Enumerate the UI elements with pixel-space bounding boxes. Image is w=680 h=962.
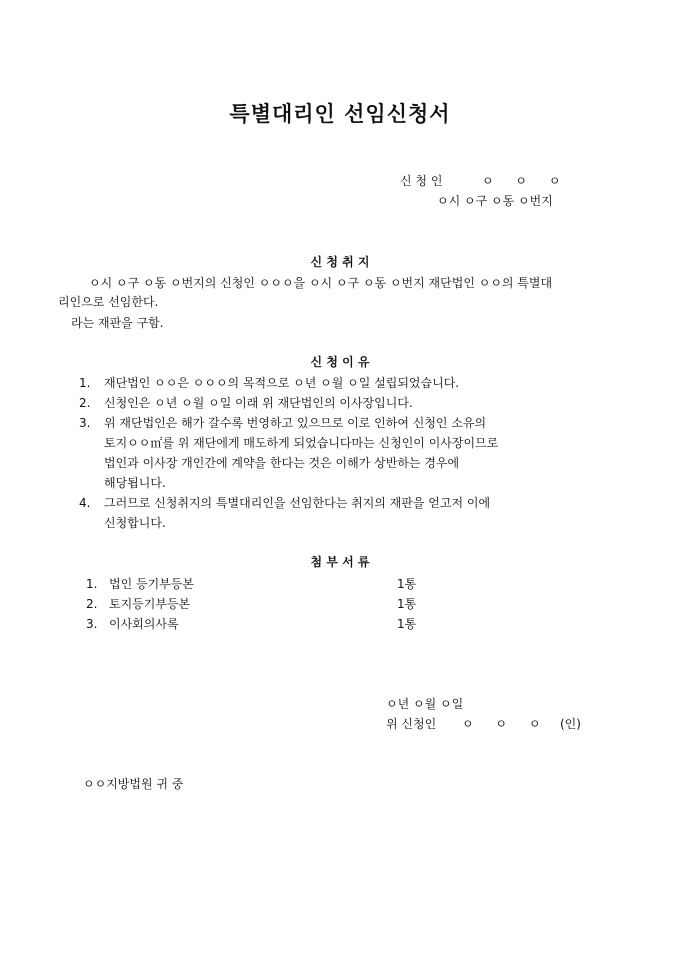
purpose-heading: 신 청 취 지	[310, 255, 370, 269]
reason-line: 위 재단법인은 해가 갈수록 번영하고 있으므로 이로 인하여 신청인 소유의	[104, 416, 487, 430]
reason-line: 법인과 이사장 개인간에 계약을 한다는 것은 이해가 상반하는 경우에	[104, 456, 460, 470]
signature-label: 위 신청인	[386, 717, 437, 731]
attachment-name: 법인 등기부등본	[109, 577, 194, 591]
reason-line: 그러므로 신청취지의 특별대리인을 선임한다는 취지의 재판을 얻고저 이에	[104, 496, 491, 510]
reason-line: 해당됩니다.	[104, 476, 166, 490]
attachment-number: 2.	[86, 597, 98, 611]
signature-date: ㅇ년 ㅇ월 ㅇ일	[386, 697, 464, 711]
court-addressee: ㅇㅇ지방법원 귀 중	[83, 777, 184, 791]
attachment-name: 이사회의사록	[109, 617, 179, 631]
reason-line: 신청인은 ㅇ년 ㅇ월 ㅇ일 이래 위 재단법인의 이사장입니다.	[104, 396, 413, 410]
reason-line: 재단법인 ㅇㅇ은 ㅇㅇㅇ의 목적으로 ㅇ년 ㅇ월 ㅇ일 설립되었습니다.	[104, 376, 460, 390]
attachment-quantity: 1통	[397, 617, 417, 631]
signature-name: ㅇ ㅇ ㅇ	[462, 717, 541, 731]
applicant-label: 신 청 인	[400, 174, 443, 188]
attachments-heading: 첨 부 서 류	[310, 555, 370, 569]
document-title: 특별대리인 선임신청서	[229, 101, 451, 126]
applicant-address: ㅇ시 ㅇ구 ㅇ동 ㅇ번지	[437, 194, 553, 208]
purpose-line-2: 리인으로 선임한다.	[58, 295, 159, 309]
attachment-number: 3.	[86, 617, 98, 631]
attachment-name: 토지등기부등본	[109, 597, 191, 611]
applicant-name: ㅇ ㅇ ㅇ	[482, 174, 561, 188]
reason-number: 3.	[79, 416, 91, 430]
attachment-quantity: 1통	[397, 597, 417, 611]
purpose-line-3: 라는 재판을 구함.	[71, 316, 164, 330]
reason-line: 토지ㅇㅇ㎡를 위 재단에게 매도하게 되었습니다마는 신청인이 이사장이므로	[104, 436, 499, 450]
reason-number: 4.	[79, 496, 91, 510]
reason-line: 신청합니다.	[104, 516, 166, 530]
signature-seal: (인)	[560, 717, 581, 731]
attachment-number: 1.	[86, 577, 98, 591]
purpose-line-1: ㅇ시 ㅇ구 ㅇ동 ㅇ번지의 신청인 ㅇㅇㅇ을 ㅇ시 ㅇ구 ㅇ동 ㅇ번지 재단법인 ㅇㅇ의 특별대	[89, 276, 553, 290]
reason-number: 2.	[79, 396, 91, 410]
attachment-quantity: 1통	[397, 577, 417, 591]
reasons-heading: 신 청 이 유	[310, 355, 370, 369]
reason-number: 1.	[79, 376, 91, 390]
